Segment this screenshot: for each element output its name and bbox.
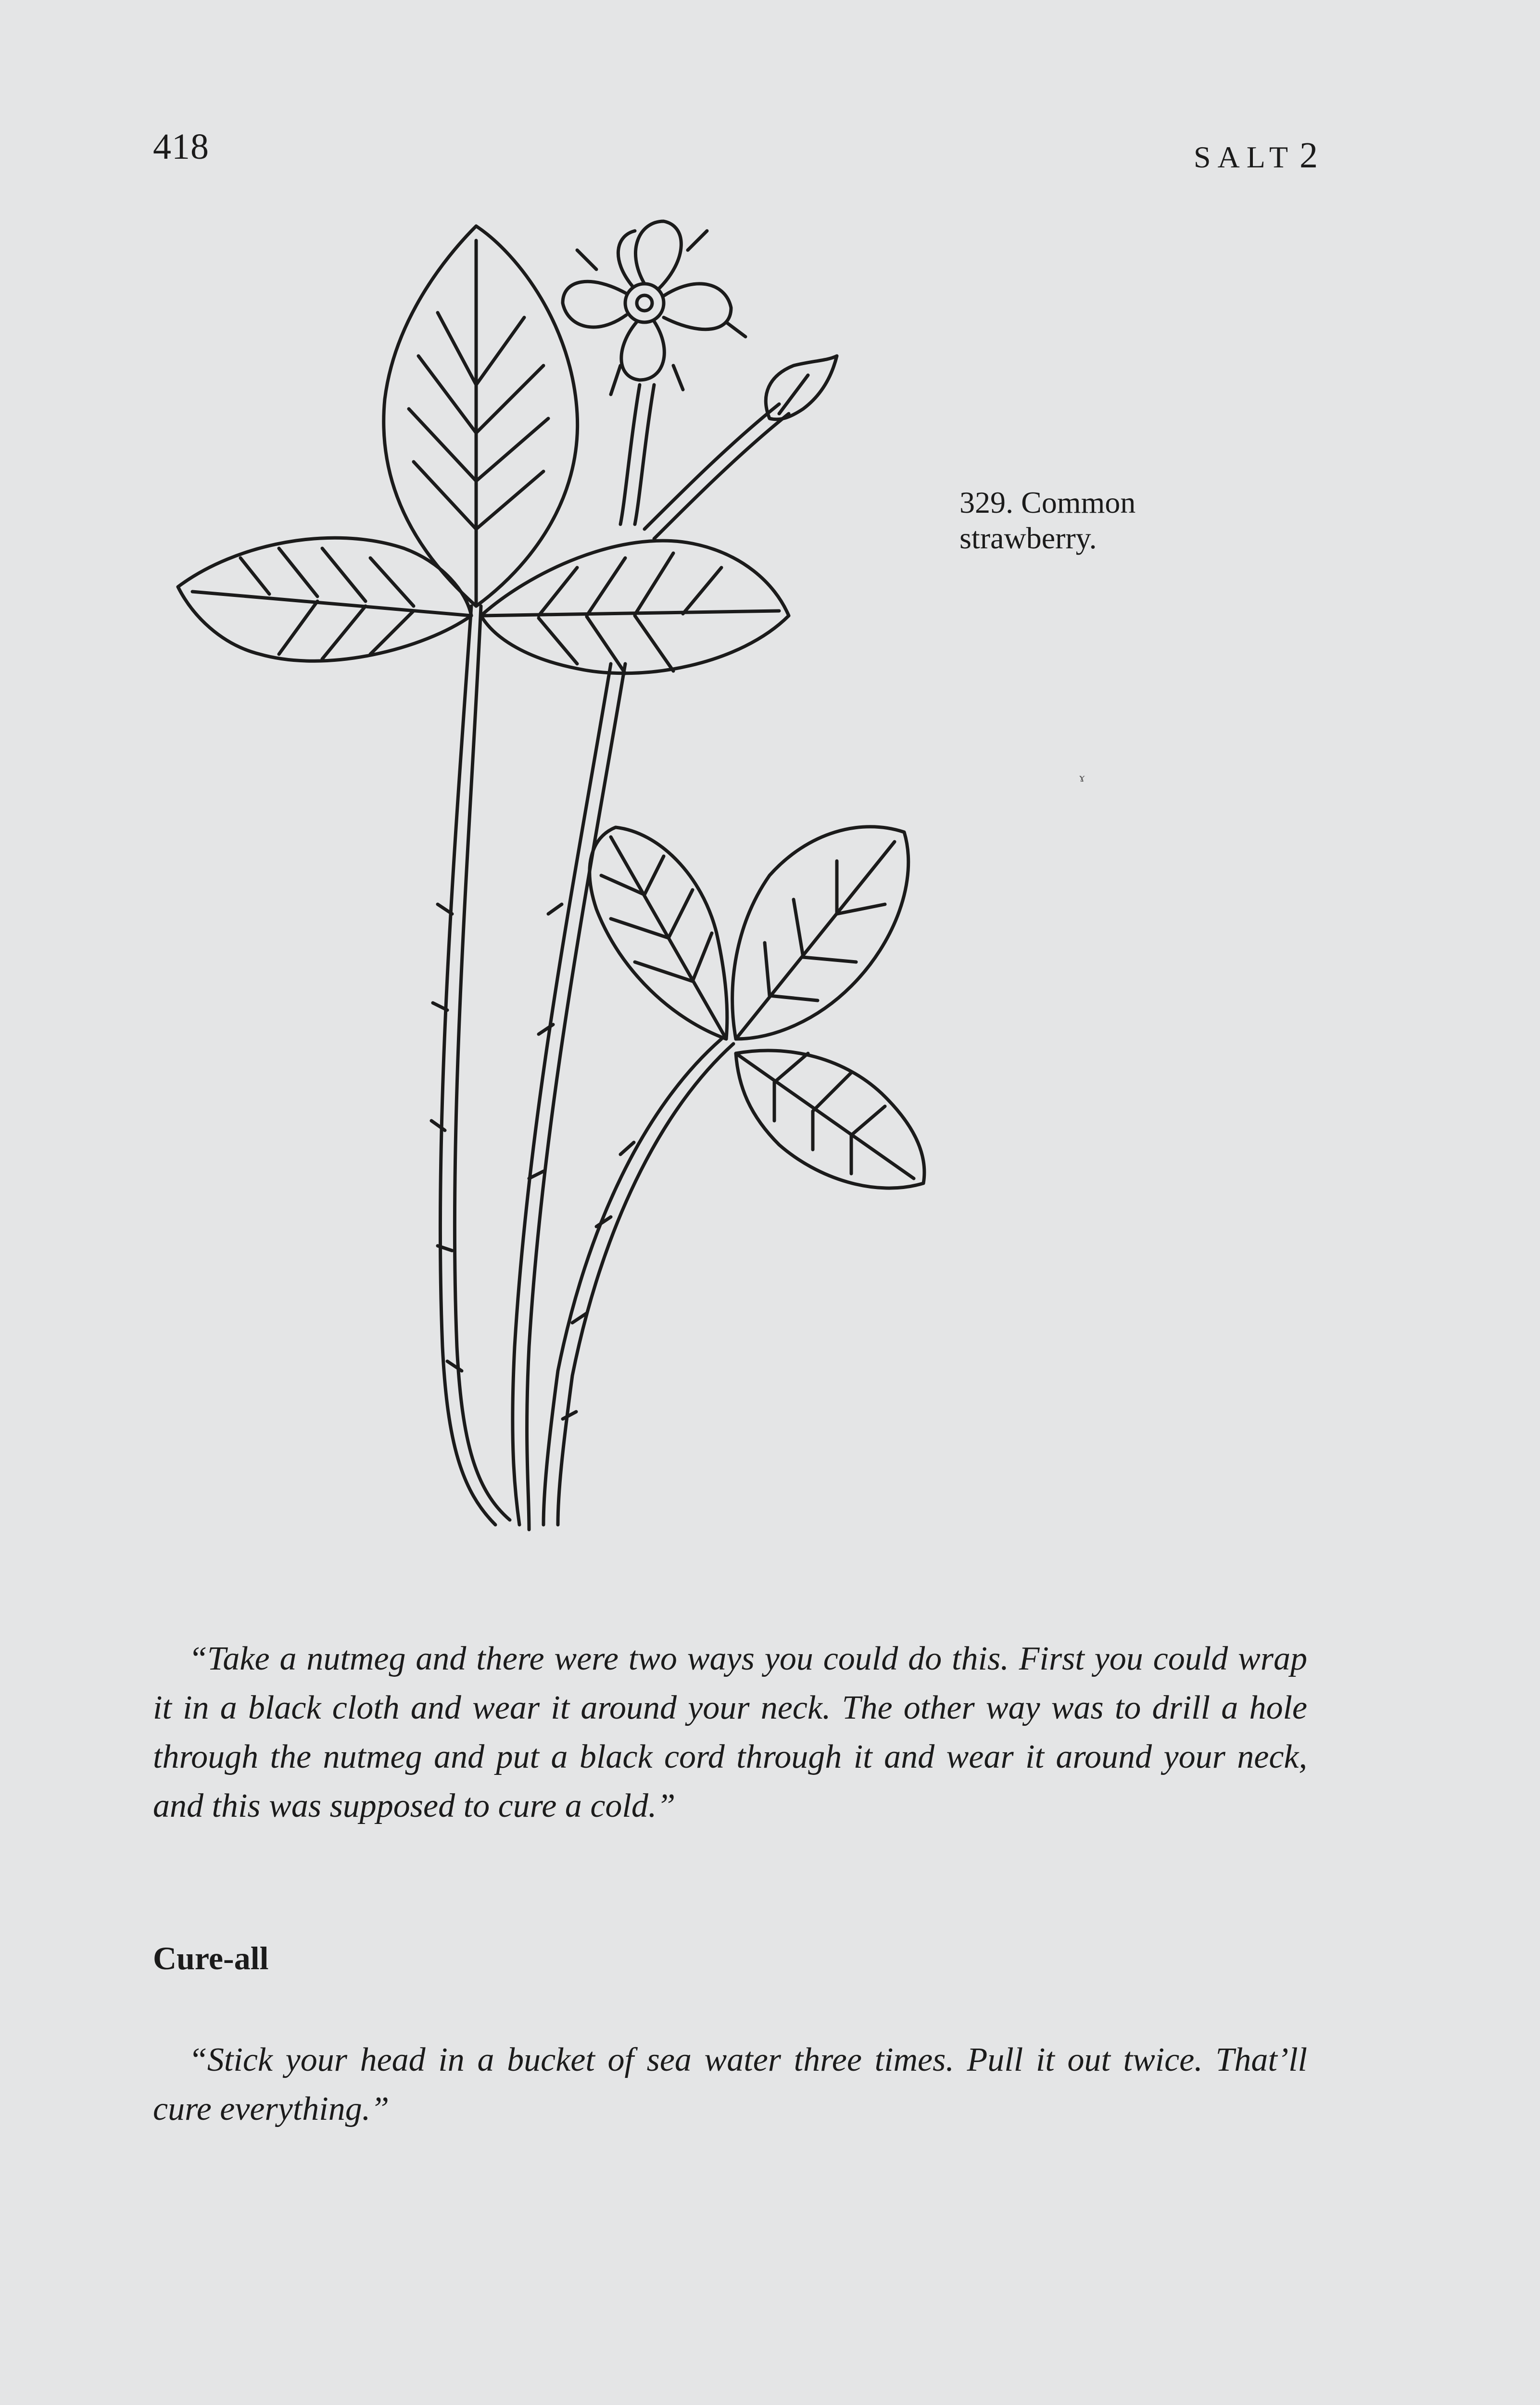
quote-paragraph-2 xyxy=(153,2036,1307,2134)
section-heading: Cure-all xyxy=(153,1940,269,1976)
caption-line-1: 329. Common xyxy=(959,485,1136,519)
running-head xyxy=(1194,135,1318,177)
quote-paragraph-1 xyxy=(153,1634,1307,1831)
leaflet-lower-right xyxy=(732,827,909,1039)
flower-icon xyxy=(563,221,745,394)
page-number: 418 xyxy=(153,127,209,167)
volume-number: 2 xyxy=(1300,135,1318,176)
quote-text-2: “Stick your head in a bucket of sea water three times. Pull it out twice. That’ll cure everything.” xyxy=(153,2041,1307,2127)
strawberry-plant-illustration xyxy=(164,192,981,1549)
bud-icon xyxy=(766,356,837,419)
leaflet-lower-left xyxy=(590,827,727,1039)
leaflet-left xyxy=(178,538,471,661)
caption-line-2: strawberry. xyxy=(959,521,1097,555)
speck-mark: ɤ xyxy=(1079,771,1085,785)
quote-text-1: “Take a nutmeg and there were two ways you could do this. First you could wrap it in a black cloth and wear it around your neck. The other way was to drill a hole through the nutmeg and put a black cord through it and wear it around your neck, and this was supposed to cure a cold.” xyxy=(153,1640,1307,1824)
running-title: SALT xyxy=(1193,140,1295,174)
figure-caption xyxy=(959,485,1267,556)
leaflet-lowest xyxy=(736,1051,924,1188)
leaflet-top xyxy=(384,226,578,606)
